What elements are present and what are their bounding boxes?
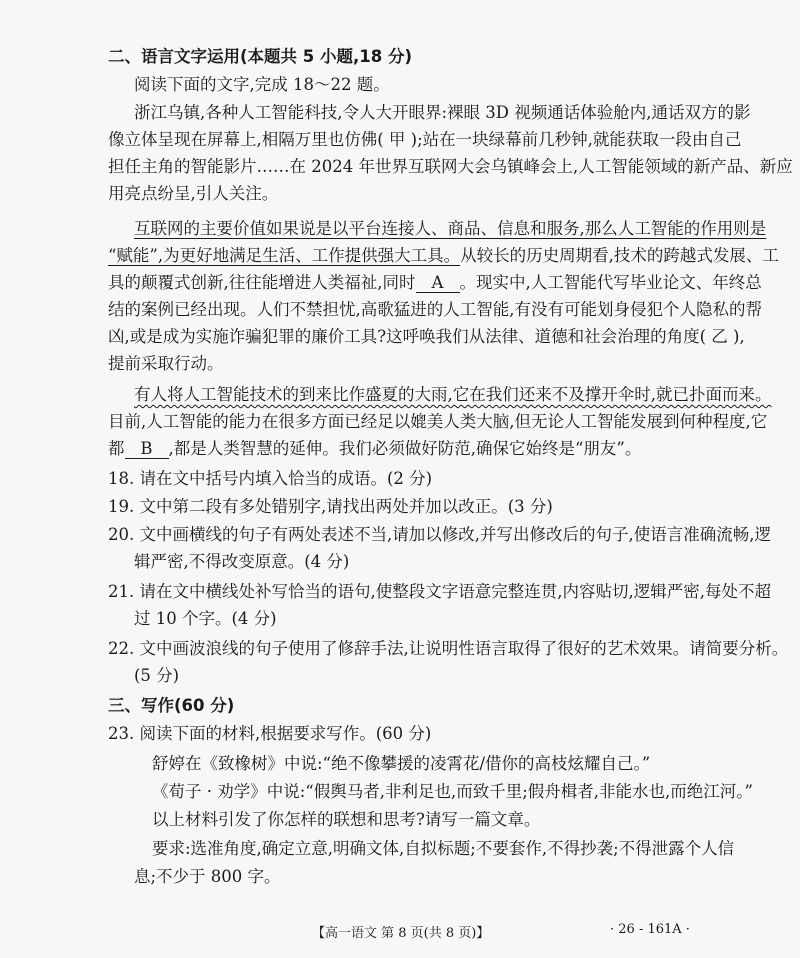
passage-p2-line4: 结的案例已经出现。人们不禁担忧,高歌猛进的人工智能,有没有可能划身侵犯个人隐私的帮	[108, 300, 762, 319]
passage-p3-line3-a: 都	[108, 439, 125, 458]
requirements-line1: 要求:选准角度,确定立意,明确文体,自拟标题;不要套作,不得抄袭;不得泄露个人信	[152, 839, 735, 858]
passage-p3-line1	[134, 384, 772, 406]
passage-p2-line5: 凶,或是成为实施诈骗犯罪的廉价工具?这呼唤我们从法律、道德和社会治理的角度( 乙 ),	[108, 327, 745, 346]
footer-code: · 26 - 161A ·	[610, 922, 690, 937]
passage-p1-line2: 像立体呈现在屏幕上,相隔万里也仿佛( 甲 );站在一块绿幕前几秒钟,就能获取一段由自己	[108, 130, 742, 149]
passage-p2-line3-a: 具的颠覆式创新,往往能增进人类福祉,同时	[108, 273, 416, 292]
passage-p2-line3-b: 。现实中,人工智能代写毕业论文、年终总	[459, 273, 762, 292]
material-2: 《荀子 · 劝学》中说:“假舆马者,非利足也,而致千里;假舟楫者,非能水也,而绝江河。”	[152, 782, 753, 801]
underlined-sentence-part2: “赋能”,为更好地满足生活、工作提供强大工具。	[108, 246, 461, 265]
passage-p2-line3	[108, 272, 762, 294]
passage-p1-line3: 担任主角的智能影片……在 2024 年世界互联网大会乌镇峰会上,人工智能领域的新产品、新应	[108, 157, 793, 176]
passage-p2-line2-rest: 从较长的历史周期看,技术的跨越式发展、工	[460, 246, 779, 265]
requirements-line2: 息;不少于 800 字。	[134, 867, 281, 886]
question-23: 23. 阅读下面的材料,根据要求写作。(60 分)	[108, 724, 432, 743]
passage-p3-line3-b: ,都是人类智慧的延伸。我们必须做好防范,确保它始终是“朋友”。	[168, 439, 642, 458]
passage-p2-line2	[108, 245, 779, 267]
material-3: 以上材料引发了你怎样的联想和思考?请写一篇文章。	[152, 810, 541, 829]
blank-b: B	[125, 440, 169, 459]
question-21-line1: 21. 请在文中横线处补写恰当的语句,使整段文字语意完整连贯,内容贴切,逻辑严密,每处不超	[108, 582, 771, 601]
question-19: 19. 文中第二段有多处错别字,请找出两处并加以改正。(3 分)	[108, 497, 553, 516]
section2-heading: 二、语言文字运用(本题共 5 小题,18 分)	[108, 47, 413, 66]
question-22-line2: (5 分)	[134, 666, 180, 685]
wavy-sentence: 有人将人工智能技术的到来比作盛夏的大雨,它在我们还来不及撑开伞时,就已扑面而来。	[134, 385, 772, 404]
blank-a: A	[416, 274, 460, 293]
section3-heading: 三、写作(60 分)	[108, 696, 235, 715]
passage-p1-line4: 用亮点纷呈,引人关注。	[108, 184, 279, 203]
passage-p3-line3	[108, 438, 641, 460]
material-1: 舒婷在《致橡树》中说:“绝不像攀援的凌霄花/借你的高枝炫耀自己。”	[152, 754, 651, 773]
underlined-sentence-part1: 互联网的主要价值如果说是以平台连接人、商品、信息和服务,那么人工智能的作用则是	[134, 219, 767, 238]
section2-intro: 阅读下面的文字,完成 18～22 题。	[134, 75, 390, 94]
footer-page-info: 【高一语文 第 8 页(共 8 页)】	[312, 926, 490, 941]
passage-p1-line1: 浙江乌镇,各种人工智能科技,令人大开眼界:裸眼 3D 视频通话体验舱内,通话双方的影	[134, 103, 751, 122]
question-21-line2: 过 10 个字。(4 分)	[134, 609, 277, 628]
question-20-line1: 20. 文中画横线的句子有两处表述不当,请加以修改,并写出修改后的句子,使语言准确流畅,逻	[108, 525, 771, 544]
passage-p2-line1	[134, 218, 766, 240]
question-18: 18. 请在文中括号内填入恰当的成语。(2 分)	[108, 469, 433, 488]
question-20-line2: 辑严密,不得改变原意。(4 分)	[134, 552, 350, 571]
question-22-line1: 22. 文中画波浪线的句子使用了修辞手法,让说明性语言取得了很好的艺术效果。请简要分析。	[108, 639, 789, 658]
passage-p2-line6: 提前采取行动。	[108, 354, 224, 373]
passage-p3-line2: 目前,人工智能的能力在很多方面已经足以媲美人类大脑,但无论人工智能发展到何种程度,它	[108, 412, 768, 431]
